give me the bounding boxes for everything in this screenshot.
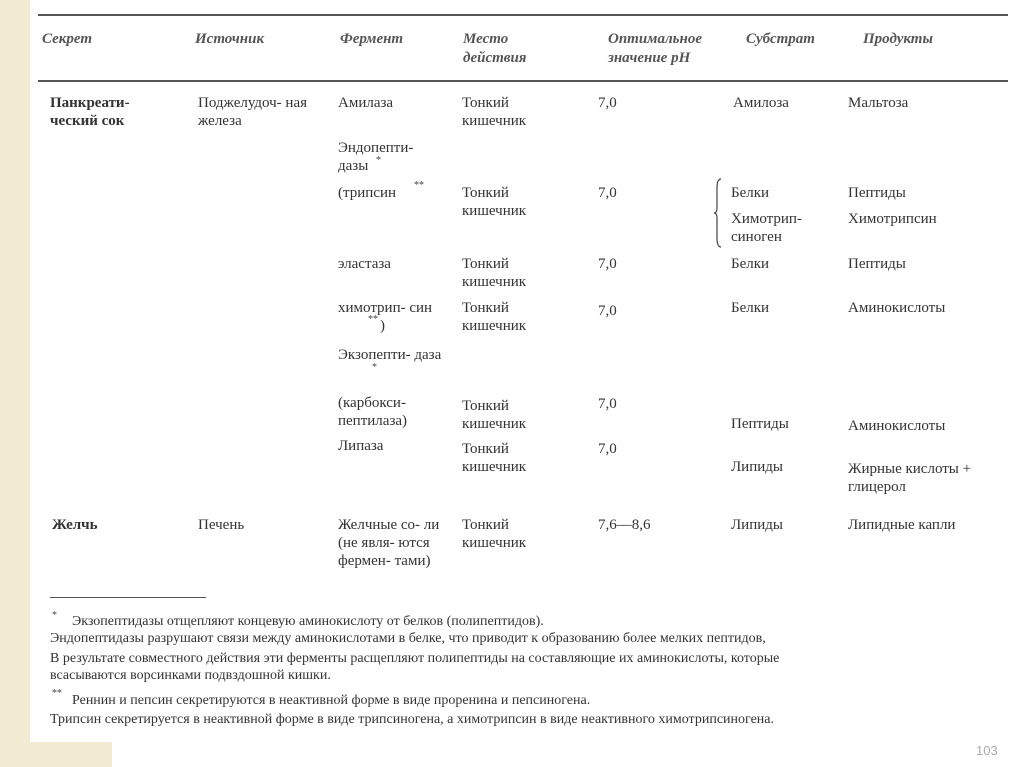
substrate-chymotrypsinogen: Химотрип- синоген: [731, 211, 802, 245]
header-secret: Секрет: [42, 31, 92, 47]
enzyme-exopeptidase: Экзопепти- даза: [338, 347, 442, 363]
enzyme-trypsin: (трипсин: [338, 185, 397, 201]
header-rule: [38, 80, 1008, 82]
products-peptides-trypsin: Пептиды: [848, 185, 906, 201]
site-carboxypeptidase: Тонкий кишечник: [462, 398, 527, 432]
site-amylase: Тонкий кишечник: [462, 95, 527, 129]
substrate-proteins-trypsin: Белки: [731, 185, 770, 201]
products-lipid-drops: Липидные капли: [848, 517, 956, 533]
secret-pancreatic: Панкреати- ческий сок: [50, 95, 130, 129]
ph-carboxypeptidase: 7,0: [598, 396, 617, 412]
source-liver: Печень: [198, 517, 245, 533]
footnote-line-2: Эндопептидазы разрушают связи между аминокислотами в белке, что приводит к образованию более мелких пептидов,: [50, 631, 766, 646]
ph-amylase: 7,0: [598, 95, 617, 111]
header-enzyme: Фермент: [340, 31, 404, 47]
footnote-line-6: Трипсин секретируется в неактивной форме в виде трипсиногена, а химотрипсин в виде неактивного химотрипсиногена.: [50, 712, 775, 727]
ph-lipase: 7,0: [598, 441, 617, 457]
enzyme-lipase: Липаза: [338, 438, 384, 454]
header-site: Место действия: [463, 31, 527, 66]
enzyme-elastase: эластаза: [338, 256, 391, 272]
footnote-line-5: Реннин и пепсин секретируются в неактивной форме в виде проренина и пепсиногена.: [72, 693, 591, 708]
enzyme-amylase: Амилаза: [338, 95, 394, 111]
footnote-line-1: Экзопептидазы отщепляют концевую аминокислоту от белков (полипептидов).: [72, 614, 544, 629]
substrate-brace: [714, 178, 722, 248]
ph-trypsin: 7,0: [598, 185, 617, 201]
products-amino-acids-chymotrypsin: Аминокислоты: [848, 300, 946, 316]
site-chymotrypsin: Тонкий кишечник: [462, 300, 527, 334]
footnote-mark-chymotrypsin: **: [368, 314, 378, 325]
header-substrate: Субстрат: [746, 31, 815, 47]
footnote-mark-2: **: [52, 688, 62, 699]
enzyme-chymotrypsin-close: ): [380, 318, 385, 334]
products-chymotrypsin: Химотрипсин: [848, 211, 937, 227]
products-peptides-elastase: Пептиды: [848, 256, 906, 272]
enzyme-endopeptidases: Эндопепти- дазы: [338, 140, 414, 174]
enzyme-bile-salts: Желчные со- ли (не явля- ются фермен- тами): [338, 517, 440, 569]
header-products: Продукты: [863, 31, 933, 47]
enzyme-chymotrypsin: химотрип- син: [338, 300, 433, 316]
substrate-proteins-chymotrypsin: Белки: [731, 300, 770, 316]
ph-elastase: 7,0: [598, 256, 617, 272]
footnote-mark-trypsin: **: [414, 180, 424, 191]
top-rule: [38, 14, 1008, 16]
footnote-line-4: всасываются ворсинками подвздошной кишки.: [50, 668, 331, 683]
header-source: Источник: [195, 31, 265, 47]
site-lipase: Тонкий кишечник: [462, 441, 527, 475]
products-amino-acids-carboxypeptidase: Аминокислоты: [848, 418, 946, 434]
footnote-rule: [50, 597, 206, 598]
substrate-proteins-elastase: Белки: [731, 256, 770, 272]
substrate-amylose: Амилоза: [733, 95, 789, 111]
site-elastase: Тонкий кишечник: [462, 256, 527, 290]
secret-bile: Желчь: [52, 517, 98, 533]
products-fatty-acids: Жирные кислоты + глицерол: [848, 461, 972, 495]
footnote-mark-endopeptidases: *: [376, 155, 381, 166]
products-maltose: Мальтоза: [848, 95, 909, 111]
ph-bile: 7,6—8,6: [598, 517, 651, 533]
site-trypsin: Тонкий кишечник: [462, 185, 527, 219]
ph-chymotrypsin: 7,0: [598, 303, 617, 319]
footnote-mark-1: *: [52, 610, 57, 621]
source-pancreas: Поджелудоч- ная железа: [198, 95, 308, 129]
site-bile: Тонкий кишечник: [462, 517, 527, 551]
footnote-mark-exopeptidase: *: [372, 362, 377, 373]
footnote-line-3: В результате совместного действия эти ферменты расщепляют полипептиды на составляющие их аминокислоты, которые: [50, 651, 780, 666]
header-ph: Оптимальное значение рН: [608, 31, 702, 66]
enzyme-carboxypeptidase: (карбокси- пептилаза): [338, 395, 408, 429]
substrate-peptides: Пептиды: [731, 416, 789, 432]
page-number: 103: [976, 743, 998, 758]
substrate-lipids-bile: Липиды: [731, 517, 783, 533]
substrate-lipids-lipase: Липиды: [731, 459, 783, 475]
